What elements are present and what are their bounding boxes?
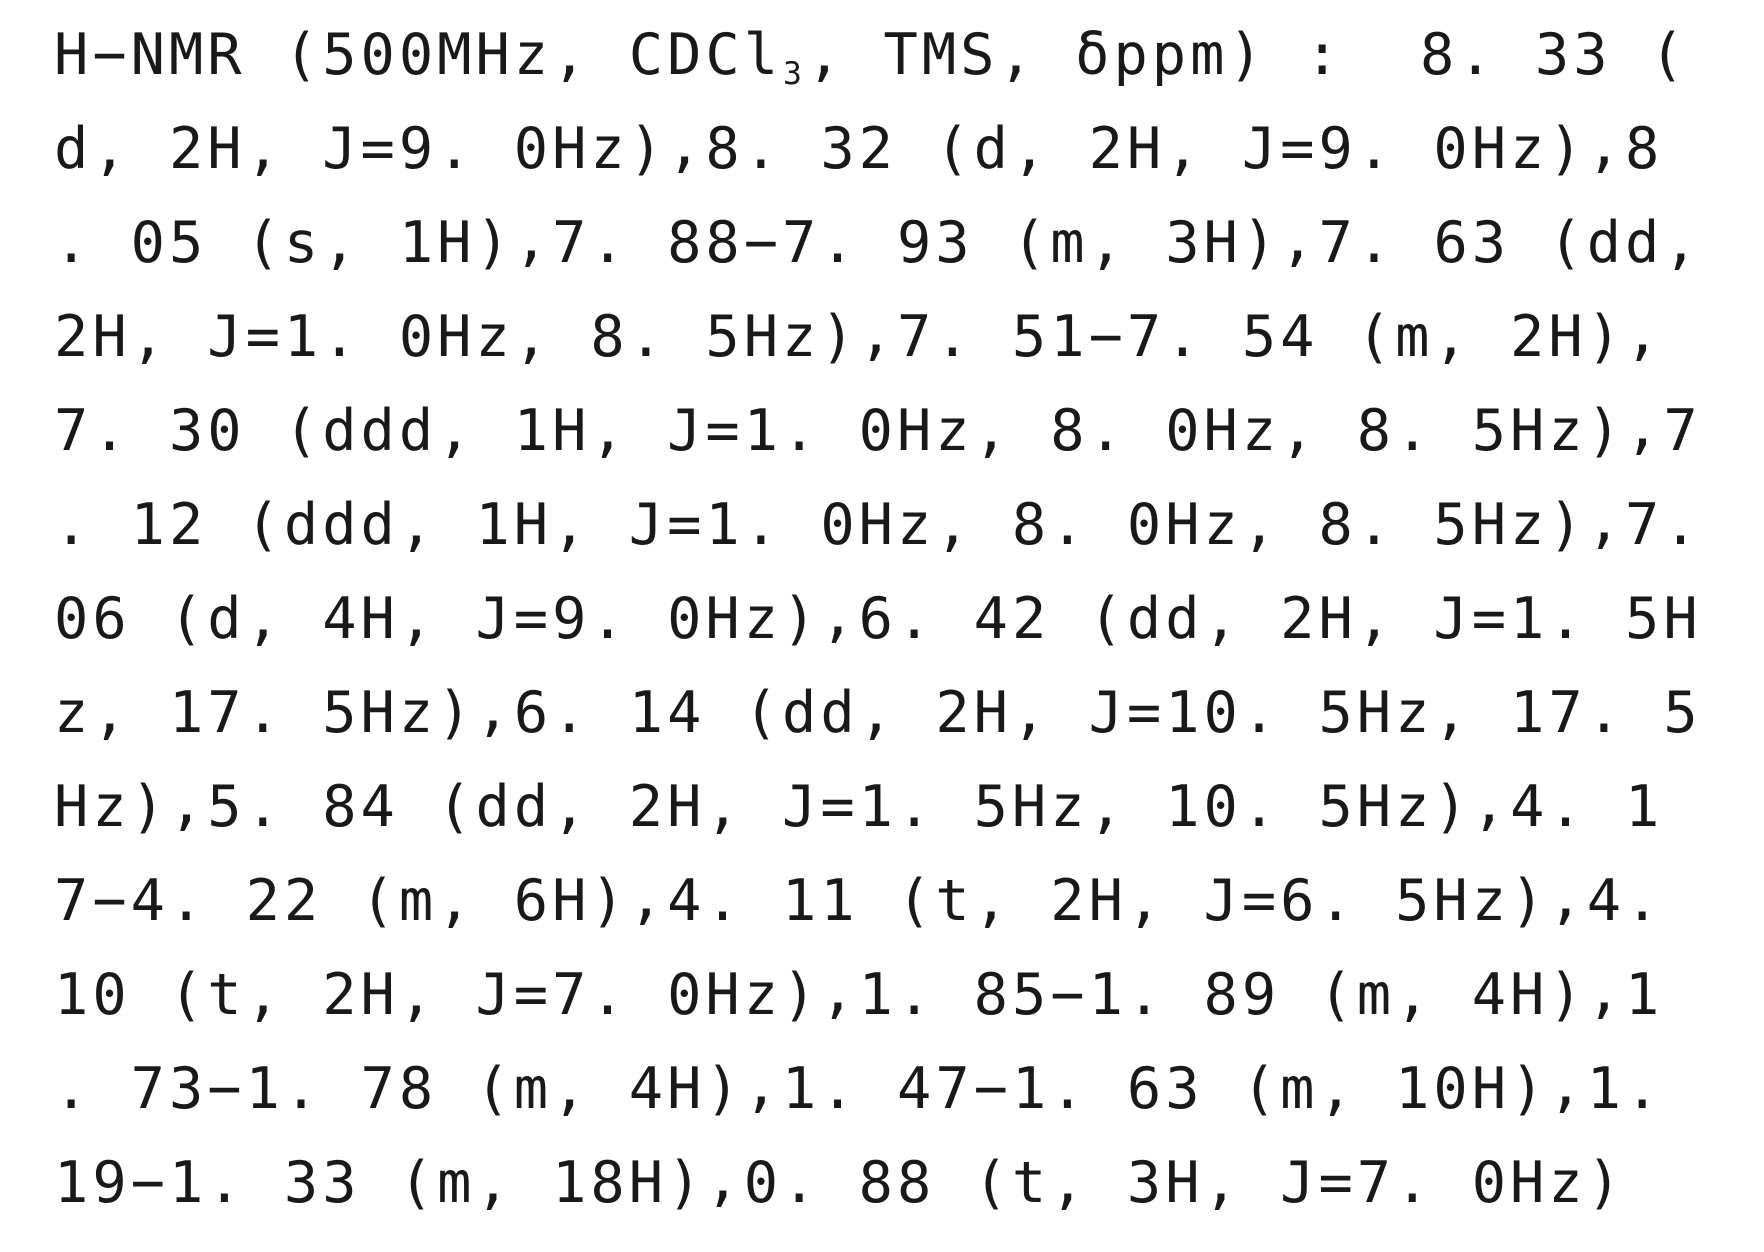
text-line-3: . 05 (s, 1H),7. 88−7. 93 (m, 3H),7. 63 (dd,	[54, 196, 1744, 290]
ideographic-comma: ,	[1280, 207, 1319, 273]
ideographic-comma: ,	[1471, 771, 1511, 837]
ideographic-comma: ,	[1586, 489, 1626, 555]
ideographic-comma: ,	[705, 1147, 744, 1213]
nmr-text-block	[54, 8, 1744, 1230]
text-line-2: d, 2H, J=9. 0Hz),8. 32 (d, 2H, J=9. 0Hz),8	[54, 102, 1744, 196]
text-line-9: Hz),5. 84 (dd, 2H, J=1. 5Hz, 10. 5Hz),4. 1	[54, 760, 1744, 854]
text-line-8: z, 17. 5Hz),6. 14 (dd, 2H, J=10. 5Hz, 17. 5	[54, 666, 1744, 760]
ideographic-comma: ,	[858, 301, 897, 367]
ideographic-comma: ,	[628, 865, 668, 931]
ideographic-comma: ,	[1625, 395, 1664, 461]
text-line-12: . 73−1. 78 (m, 4H),1. 47−1. 63 (m, 10H),1.	[54, 1042, 1744, 1136]
ideographic-comma: ,	[1586, 113, 1626, 179]
text-line-10: 7−4. 22 (m, 6H),4. 11 (t, 2H, J=6. 5Hz),4.	[54, 854, 1744, 948]
text-line-1: H−NMR (500MHz, CDCl$_3$, TMS, δppm) : 8. 33 (	[54, 22, 1689, 93]
ideographic-comma: ,	[667, 113, 706, 179]
text-line-4: 2H, J=1. 0Hz, 8. 5Hz),7. 51−7. 54 (m, 2H),	[54, 290, 1744, 384]
ideographic-comma: ,	[475, 677, 514, 743]
ideographic-comma: ,	[1548, 865, 1587, 931]
text-line-5: 7. 30 (ddd, 1H, J=1. 0Hz, 8. 0Hz, 8. 5Hz),7	[54, 384, 1744, 478]
ideographic-comma: ,	[1586, 959, 1626, 1025]
ideographic-comma: ,	[820, 959, 859, 1025]
ideographic-comma: ,	[820, 583, 859, 649]
ideographic-comma: ,	[168, 771, 208, 837]
ideographic-comma: ,	[1548, 1053, 1587, 1119]
ideographic-comma: ,	[1625, 301, 1664, 367]
ideographic-comma: ,	[743, 1053, 783, 1119]
ideographic-comma: ,	[513, 207, 553, 273]
text-line-13: 19−1. 33 (m, 18H),0. 88 (t, 3H, J=7. 0Hz)	[54, 1136, 1744, 1230]
text-line-7: 06 (d, 4H, J=9. 0Hz),6. 42 (dd, 2H, J=1. 5H	[54, 572, 1744, 666]
subscript-digit: 3	[783, 56, 804, 93]
text-line-6: . 12 (ddd, 1H, J=1. 0Hz, 8. 0Hz, 8. 5Hz),7.	[54, 478, 1744, 572]
text-line-11: 10 (t, 2H, J=7. 0Hz),1. 85−1. 89 (m, 4H),1	[54, 948, 1744, 1042]
